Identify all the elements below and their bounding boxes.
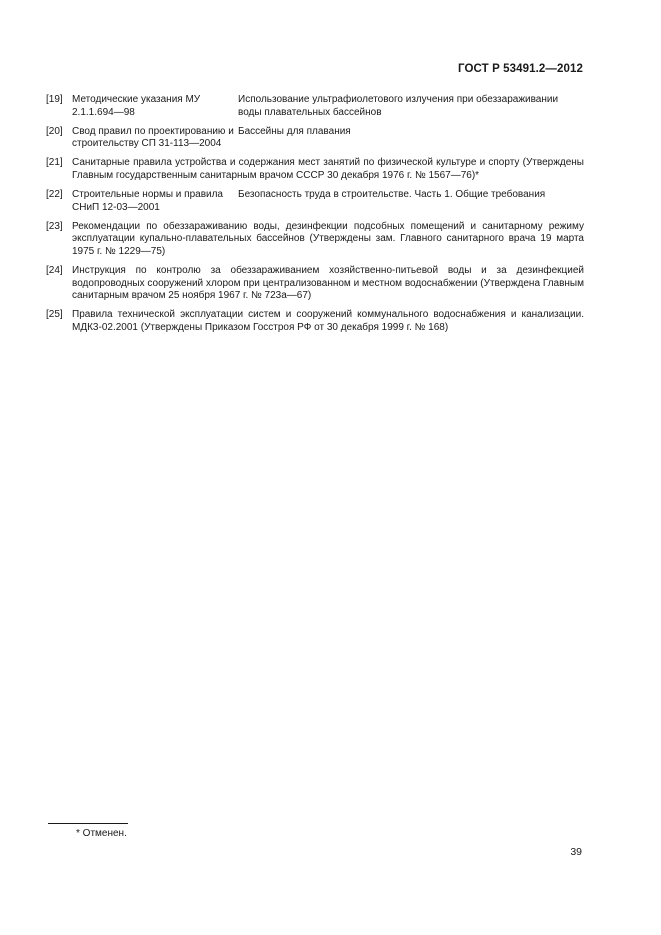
footnote: * Отменен. [76,828,127,839]
reference-number: [21] [46,157,63,169]
reference-item-23 [46,221,584,259]
reference-number: [25] [46,309,63,321]
reference-item-20 [46,126,584,151]
bibliography-list [46,94,584,341]
reference-source: Методические указания МУ 2.1.1.694—98 [72,94,201,118]
reference-number: [24] [46,265,63,277]
reference-item-22 [46,189,584,214]
reference-number: [20] [46,125,63,137]
reference-number: [22] [46,189,63,201]
reference-title: Использование ультрафиолетового излучения при обеззараживании воды плавательных бассейнов [238,94,559,118]
reference-text: Санитарные правила устройства и содержания мест занятий по физической культуре и спорту (Утверждены Главным государственным санитарным врачом СССР 30 декабря 1976 г. № 1567—76)* [72,157,584,181]
reference-text: Правила технической эксплуатации систем и сооружений коммунального водоснабжения и канализации. МДК3-02.2001 (Утверждены Приказом Госстроя РФ от 30 декабря 1999 г. № 168) [72,309,584,333]
reference-item-19 [46,94,584,119]
page-number: 39 [570,846,582,858]
reference-text: Рекомендации по обеззараживанию воды, дезинфекции подсобных помещений и санитарному режиму эксплуатации купально-плавательных бассейнов (Утверждены зам. Главного санитарного врача 19 марта 1975 г. № 1229—75) [72,220,584,257]
reference-item-21 [46,157,584,182]
reference-item-24 [46,265,584,303]
reference-source: Строительные нормы и правила СНиП 12-03—2001 [72,189,223,213]
footnote-divider [48,823,128,824]
reference-title: Бассейны для плавания [238,125,351,137]
reference-text: Инструкция по контролю за обеззараживанием хозяйственно-питьевой воды и за дезинфекцией водопроводных сооружений хлором при централизованном и местном водоснабжении (Утверждена Главным санитарным врачом 25 ноября 1967 г. № 723а—67) [72,265,584,302]
reference-title: Безопасность труда в строительстве. Часть 1. Общие требования [238,189,546,201]
reference-number: [19] [46,94,63,105]
reference-item-25 [46,309,584,334]
reference-number: [23] [46,220,63,232]
document-code-header: ГОСТ Р 53491.2—2012 [458,63,583,75]
reference-source: Свод правил по проектированию и строительству СП 31-113—2004 [72,125,234,150]
